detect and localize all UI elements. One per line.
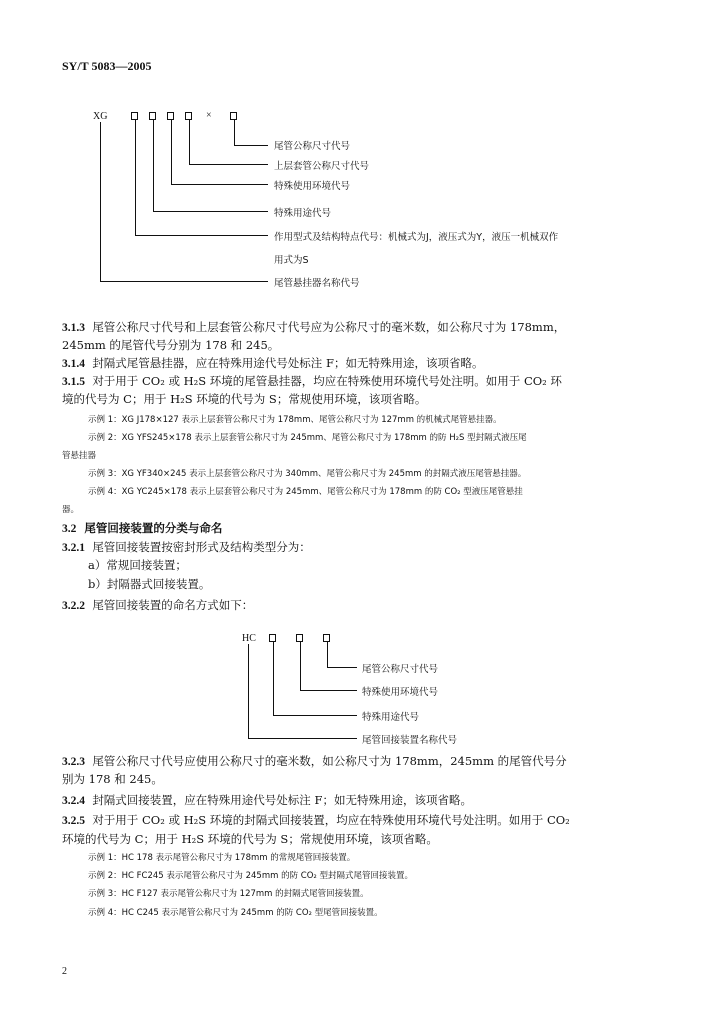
clause-3-2-4: 3.2.4 封隔式回接装置，应在特殊用途代号处标注 F；如无特殊用途，该项省略。 (62, 793, 472, 807)
list-item: a）常规回接装置； (88, 558, 187, 572)
clause-3-2-2: 3.2.2 尾管回接装置的命名方式如下： (62, 598, 254, 612)
diagram-label: 作用型式及结构特点代号：机械式为J，液压式为Y，液压一机械双作 (274, 232, 559, 243)
diagram-prefix: HC (242, 633, 256, 644)
code-box (131, 112, 138, 120)
diagram-label: 特殊用途代号 (274, 208, 332, 219)
example-line: 示例 3：HC F127 表示尾管公称尺寸为 127mm 的封隔式尾管回接装置。 (88, 889, 369, 899)
clause-3-2-3: 3.2.3 尾管公称尺寸代号应使用公称尺寸的毫米数，如公称尺寸为 178mm，245mm 的尾管代号分 (62, 754, 567, 768)
diagram-prefix: XG (93, 111, 108, 122)
diagram-label: 特殊用途代号 (362, 712, 420, 723)
diagram-label: 尾管公称尺寸代号 (362, 664, 439, 675)
clause-3-2-5: 3.2.5 对于用于 CO₂ 或 H₂S 环境的封隔式回接装置，均应在特殊使用环境代号处注明。如用于 CO₂ (62, 813, 570, 827)
clause-3-1-3: 3.1.3 尾管公称尺寸代号和上层套管公称尺寸代号应为公称尺寸的毫米数，如公称尺寸为 178mm， (62, 320, 566, 334)
example-line: 示例 1：XG J178×127 表示上层套管公称尺寸为 178mm、尾管公称尺寸为 127mm 的机械式尾管悬挂器。 (88, 415, 502, 425)
code-box (296, 634, 303, 642)
example-line: 管悬挂器 (62, 451, 97, 461)
code-box (149, 112, 156, 120)
clause-3-2-1: 3.2.1 尾管回接装置按密封形式及结构类型分为： (62, 540, 311, 554)
example-line: 示例 3：XG YF340×245 表示上层套管公称尺寸为 340mm、尾管公称尺寸为 245mm 的封隔式液压尾管悬挂器。 (88, 469, 527, 479)
clause-3-1-3-cont: 245mm 的尾管代号分别为 178 和 245。 (62, 338, 280, 352)
code-box (230, 112, 237, 120)
code-box (269, 634, 276, 642)
code-box (323, 634, 330, 642)
diagram-label: 特殊使用环境代号 (362, 687, 439, 698)
diagram-label: 尾管悬挂器名称代号 (274, 278, 360, 289)
example-line: 示例 4：HC C245 表示尾管公称尺寸为 245mm 的防 CO₂ 型尾管回接装置。 (88, 908, 383, 918)
diagram-label: 尾管公称尺寸代号 (274, 141, 351, 152)
list-item: b）封隔器式回接装置。 (88, 577, 211, 591)
page-number: 2 (62, 966, 67, 977)
diagram-label: 特殊使用环境代号 (274, 181, 351, 192)
example-line: 示例 2：HC FC245 表示尾管公称尺寸为 245mm 的防 CO₂ 型封隔式尾管回接装置。 (88, 871, 414, 881)
example-line: 示例 1：HC 178 表示尾管公称尺寸为 178mm 的常规尾管回接装置。 (88, 853, 356, 863)
clause-3-2-3-cont: 别为 178 和 245。 (62, 772, 163, 786)
standard-code: SY/T 5083—2005 (62, 59, 152, 73)
example-line: 器。 (62, 505, 80, 515)
times-sign: × (206, 110, 212, 121)
clause-3-2-5-cont: 环境的代号为 C；用于 H₂S 环境的代号为 S；常规使用环境，该项省略。 (62, 832, 438, 846)
code-box (185, 112, 192, 120)
diagram-label: 用式为S (274, 255, 309, 266)
diagram-label: 尾管回接装置名称代号 (362, 735, 458, 746)
example-line: 示例 4：XG YC245×178 表示上层套管公称尺寸为 245mm、尾管公称尺寸为 178mm 的防 CO₂ 型液压尾管悬挂 (88, 487, 523, 497)
section-3-2-heading: 3.2 尾管回接装置的分类与命名 (62, 521, 223, 535)
diagram-label: 上层套管公称尺寸代号 (274, 161, 370, 172)
clause-3-1-5: 3.1.5 对于用于 CO₂ 或 H₂S 环境的尾管悬挂器，均应在特殊使用环境代号处注明。如用于 CO₂ 环 (62, 374, 562, 388)
example-line: 示例 2：XG YFS245×178 表示上层套管公称尺寸为 245mm、尾管公称尺寸为 178mm 的防 H₂S 型封隔式液压尾 (88, 433, 527, 443)
clause-3-1-5-cont: 境的代号为 C；用于 H₂S 环境的代号为 S；常规使用环境，该项省略。 (62, 392, 427, 406)
code-box (167, 112, 174, 120)
clause-3-1-4: 3.1.4 封隔式尾管悬挂器，应在特殊用途代号处标注 F；如无特殊用途，该项省略。 (62, 356, 484, 370)
